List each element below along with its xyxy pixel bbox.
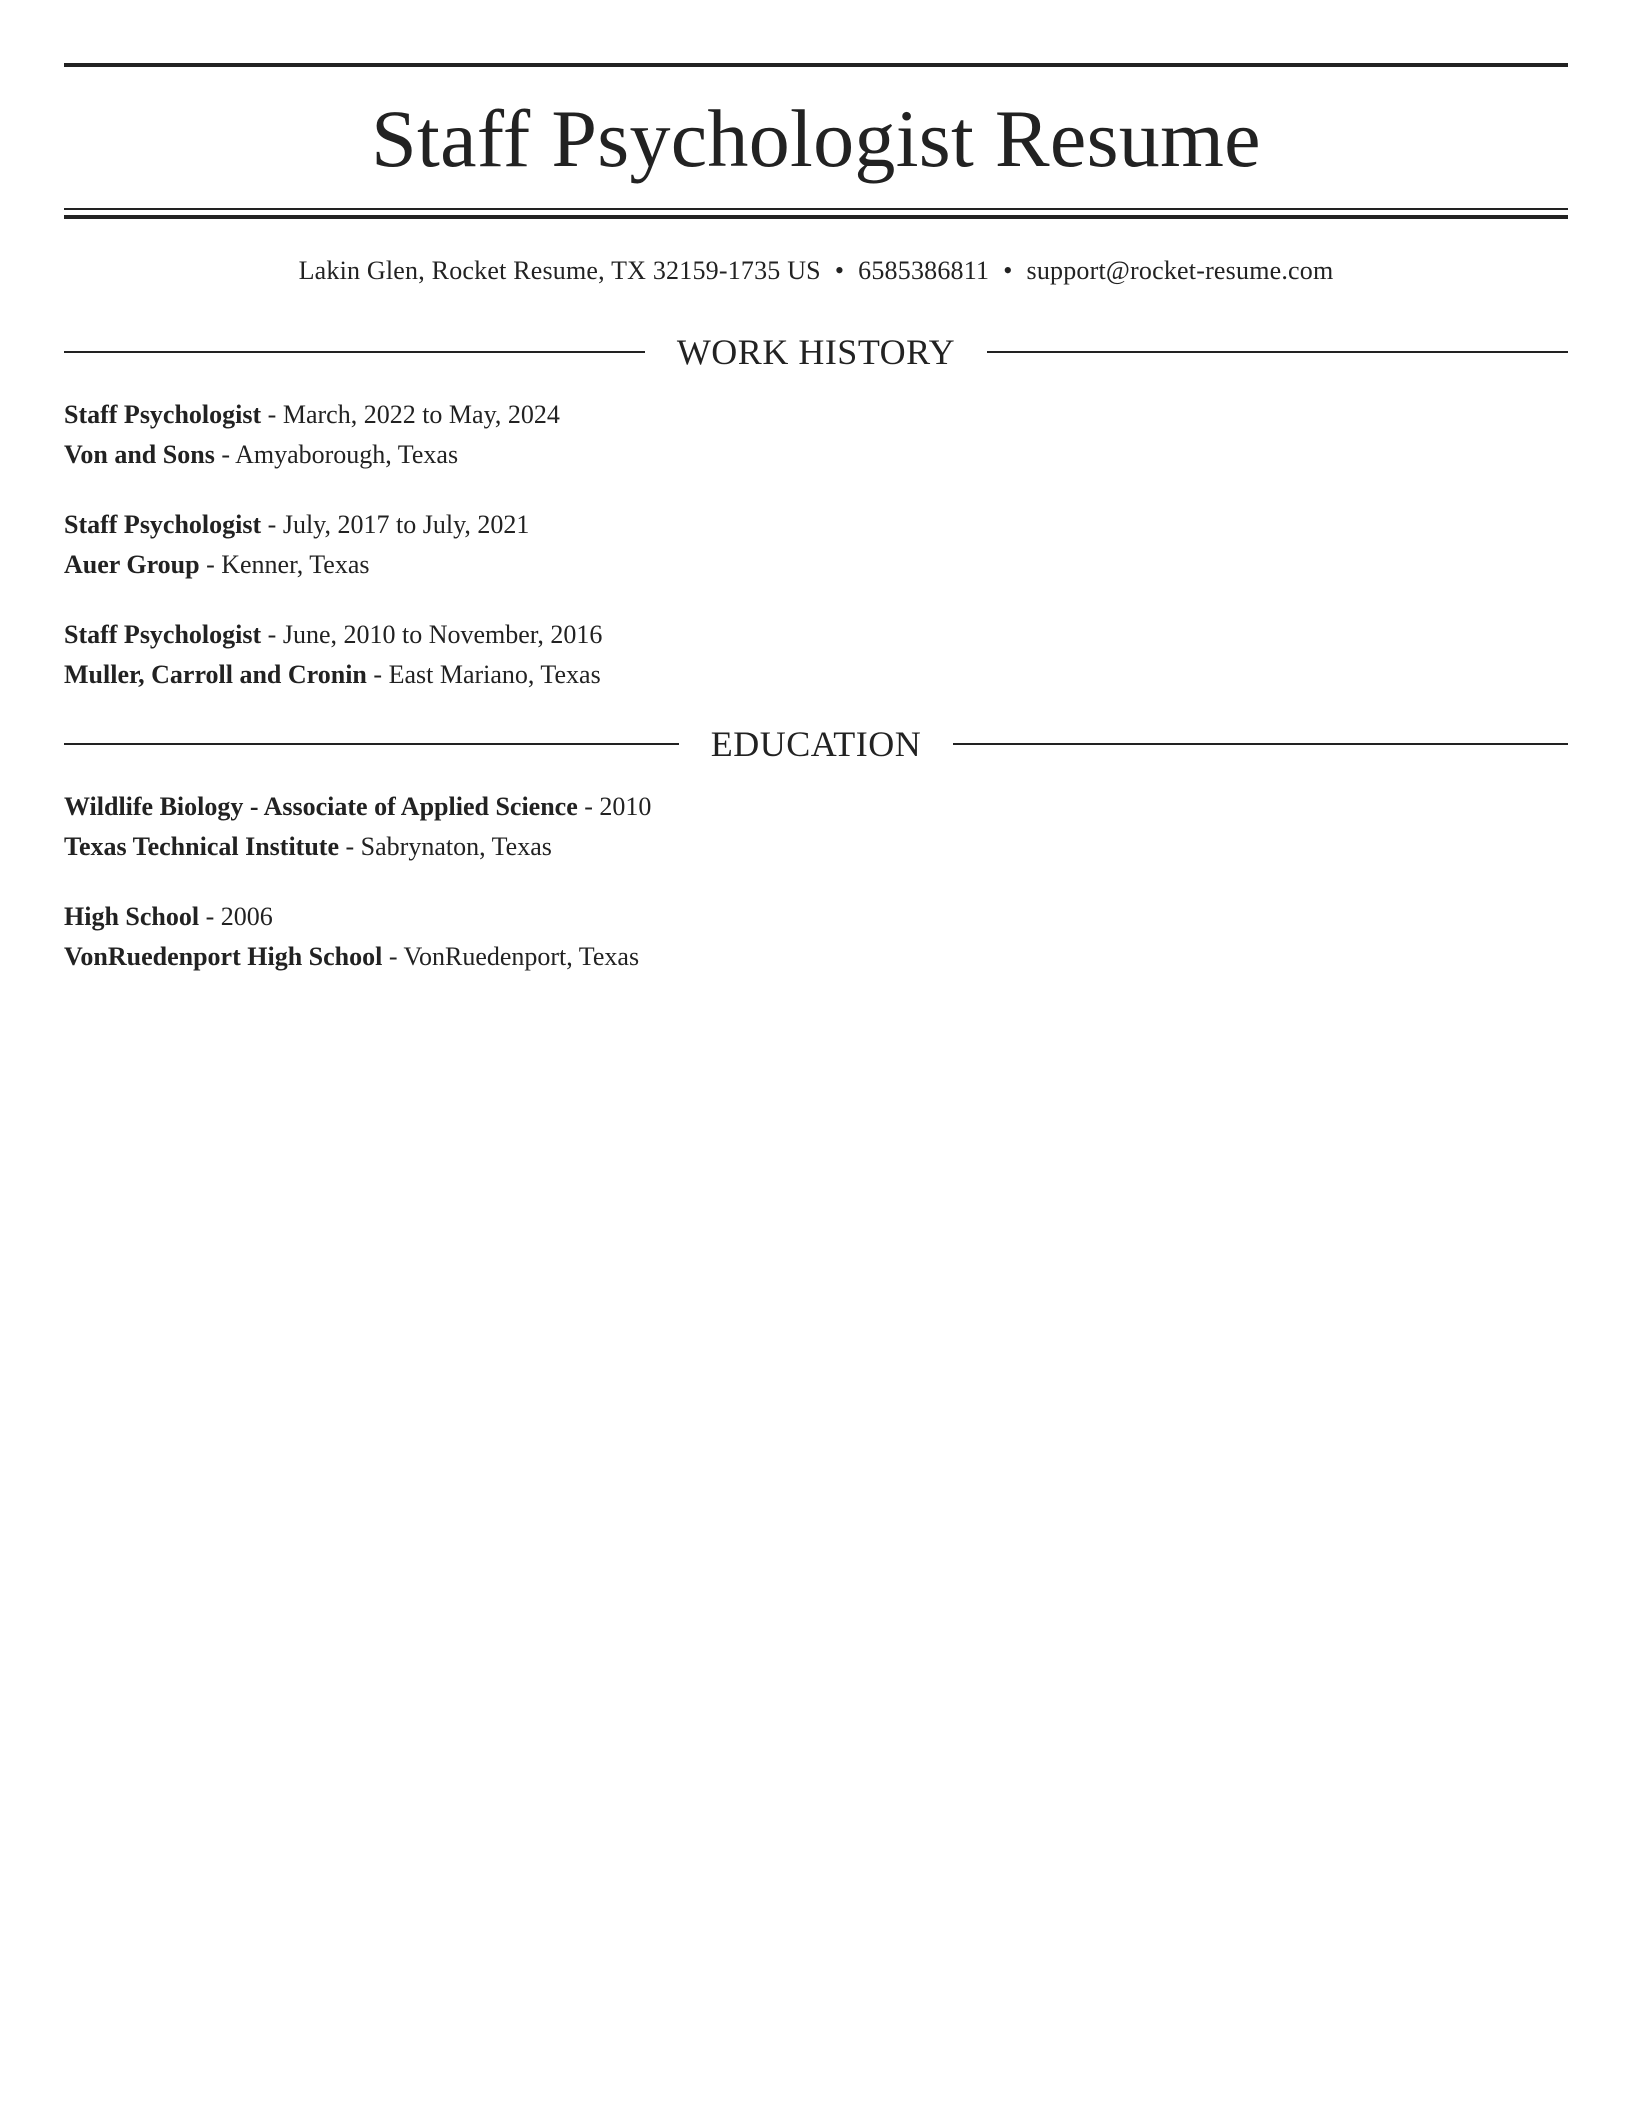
top-rule (64, 63, 1568, 67)
resume-title: Staff Psychologist Resume (371, 93, 1261, 184)
work-location: Kenner, Texas (221, 550, 370, 579)
work-dates: July, 2017 to July, 2021 (282, 510, 530, 539)
education-entry (64, 787, 1568, 867)
education-location: VonRuedenport, Texas (403, 942, 640, 971)
title-rule-thick (64, 215, 1568, 219)
work-dates: March, 2022 to May, 2024 (282, 400, 560, 429)
contact-email: support@rocket-resume.com (1026, 256, 1334, 285)
work-entry-role-row: Staff Psychologist - July, 2017 to July, 2021 (64, 510, 530, 539)
section-rule-right (953, 743, 1568, 745)
work-role: Staff Psychologist (64, 620, 262, 649)
section-rule-left (64, 743, 679, 745)
education-degree-row: High School - 2006 (64, 902, 273, 931)
title-rule-thin (64, 208, 1568, 210)
work-role: Staff Psychologist (64, 510, 262, 539)
work-history-list (64, 395, 1568, 725)
work-history-heading: WORK HISTORY (676, 332, 956, 372)
section-rule-right (987, 351, 1568, 353)
contact-address: Lakin Glen, Rocket Resume, TX 32159-1735 US (298, 256, 821, 285)
education-header (64, 722, 1568, 766)
work-employer: Muller, Carroll and Cronin (64, 660, 367, 689)
work-dates: June, 2010 to November, 2016 (282, 620, 603, 649)
work-history-header (64, 330, 1568, 374)
contact-separator: • (834, 256, 845, 285)
education-school: Texas Technical Institute (64, 832, 339, 861)
work-employer: Auer Group (64, 550, 200, 579)
work-role: Staff Psychologist (64, 400, 262, 429)
education-location: Sabrynaton, Texas (360, 832, 552, 861)
work-entry (64, 505, 1568, 585)
work-entry-employer-row: Von and Sons - Amyaborough, Texas (64, 440, 459, 469)
work-entry-employer-row: Muller, Carroll and Cronin - East Mariano, Texas (64, 660, 601, 689)
contact-separator: • (1003, 256, 1013, 285)
education-school-row: VonRuedenport High School - VonRuedenport, Texas (64, 942, 640, 971)
section-rule-left (64, 351, 645, 353)
work-entry-employer-row: Auer Group - Kenner, Texas (64, 550, 370, 579)
education-degree: Wildlife Biology - Associate of Applied Science (64, 792, 578, 821)
education-school-row: Texas Technical Institute - Sabrynaton, Texas (64, 832, 552, 861)
work-employer: Von and Sons (64, 440, 215, 469)
education-heading: EDUCATION (710, 724, 922, 764)
work-location: East Mariano, Texas (388, 660, 601, 689)
work-location: Amyaborough, Texas (235, 440, 459, 469)
contact-line (64, 254, 1568, 288)
contact-phone: 6585386811 (858, 256, 990, 285)
work-entry (64, 615, 1568, 695)
education-year: 2006 (220, 902, 273, 931)
education-degree: High School (64, 902, 200, 931)
work-entry (64, 395, 1568, 475)
education-school: VonRuedenport High School (64, 942, 383, 971)
education-list (64, 787, 1568, 1007)
education-year: 2010 (599, 792, 652, 821)
education-degree-row: Wildlife Biology - Associate of Applied Science - 2010 (64, 792, 652, 821)
work-entry-role-row: Staff Psychologist - March, 2022 to May, 2024 (64, 400, 560, 429)
education-entry (64, 897, 1568, 977)
work-entry-role-row: Staff Psychologist - June, 2010 to November, 2016 (64, 620, 603, 649)
